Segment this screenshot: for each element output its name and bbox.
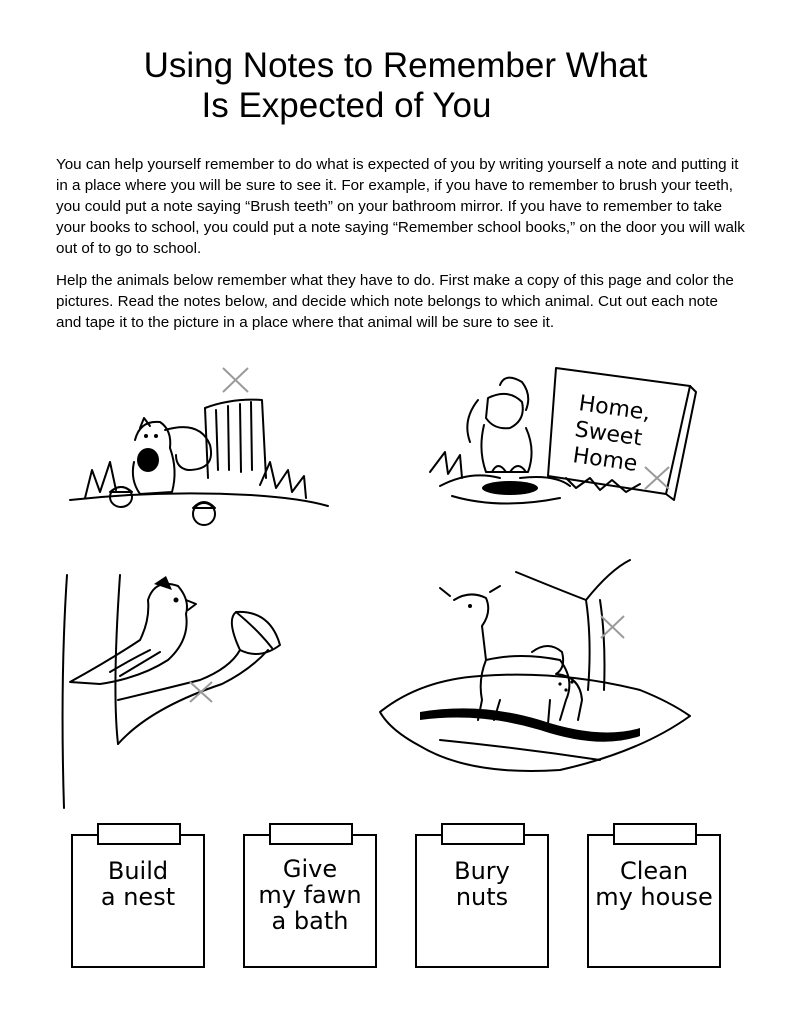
sign-line-1: Home, [577, 391, 652, 426]
note-text: Build a nest [100, 857, 176, 911]
deer-picture [380, 560, 690, 771]
cutout-note-build-nest[interactable] [71, 834, 205, 968]
cutout-note-clean-house[interactable] [587, 834, 721, 968]
instructions-paragraph: Help the animals below remember what they have to do. First make a copy of this page and color the pictures. Read the notes below, and decide which note belongs to which animal. Cut out each note and tape it to the picture in a place where that animal will be sure to see it. [56, 272, 734, 331]
sign-line-3: Home [571, 443, 639, 477]
title-line-1: Using Notes to Remember What [143, 46, 648, 85]
bird-picture [63, 575, 280, 808]
note-tape-tab [97, 823, 181, 845]
note-text: Bury nuts [454, 857, 510, 911]
note-tape-tab [613, 823, 697, 845]
title-line-2: Is Expected of You [201, 86, 492, 125]
note-text: Give my fawn a bath [258, 855, 362, 935]
cutout-note-bury-nuts[interactable] [415, 834, 549, 968]
rabbit-picture [430, 368, 696, 504]
intro-paragraph: You can help yourself remember to do what is expected of you by writing yourself a note and putting it in a place where you will be sure to see it. For example, if you have to remember to brush your teeth, you could put a note saying “Brush teeth” on your bathroom mirror. If you have to remember to take your books to school, you could put a note saying “Remember school books,” on the door you will walk out of to go to school. [56, 156, 745, 257]
note-text: Clean my house [595, 857, 713, 911]
cutout-note-give-fawn-bath[interactable] [243, 834, 377, 968]
sign-line-2: Sweet [573, 417, 644, 452]
acorn [193, 502, 215, 525]
note-tape-tab [441, 823, 525, 845]
note-tape-tab [269, 823, 353, 845]
squirrel-picture [70, 368, 328, 525]
